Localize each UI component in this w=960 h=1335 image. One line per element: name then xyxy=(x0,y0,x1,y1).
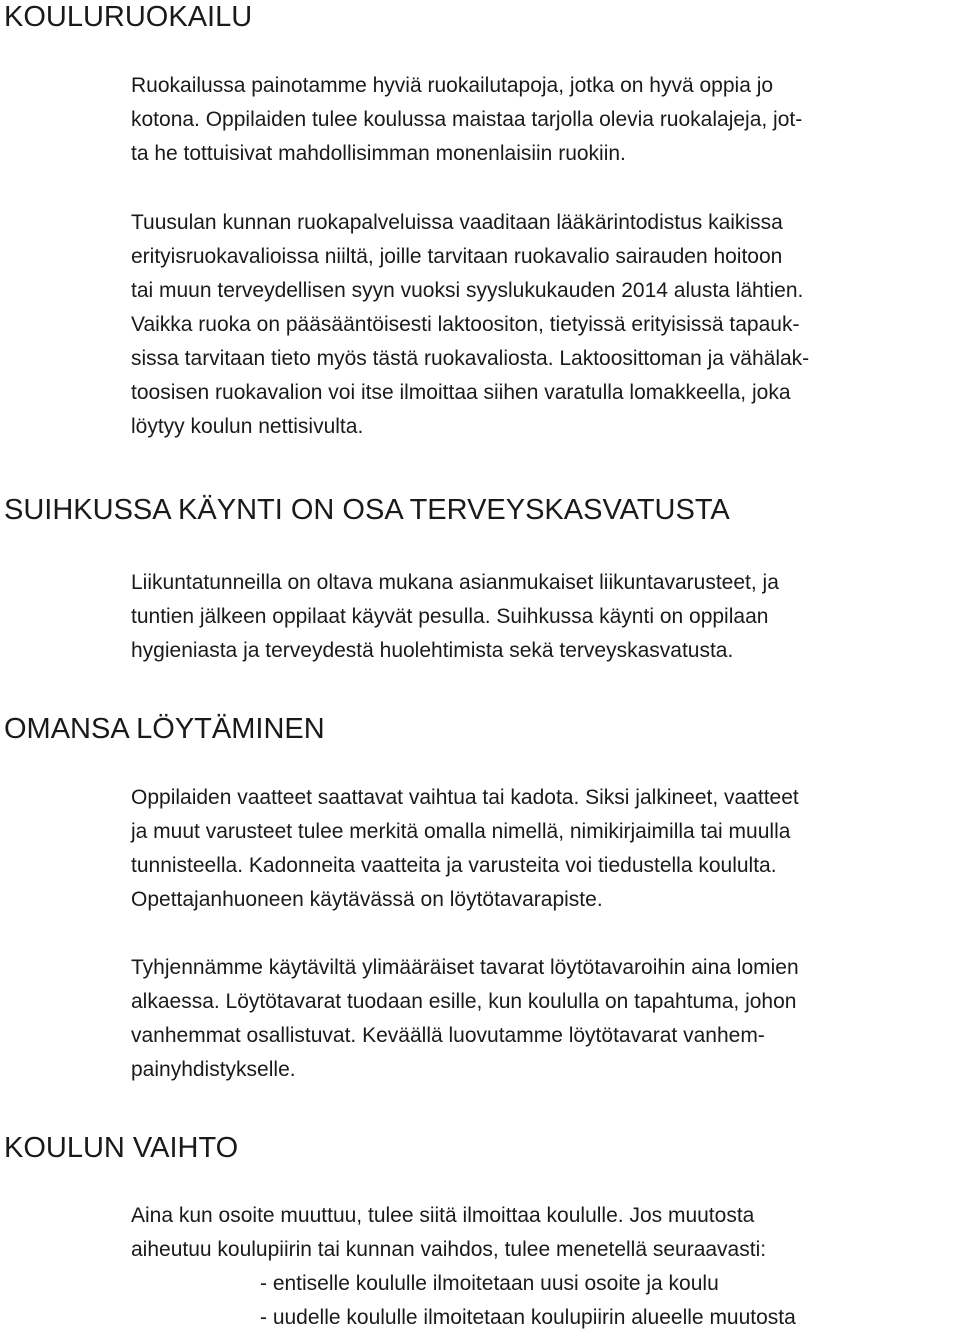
section-heading-omansa-loytaminen: OMANSA LÖYTÄMINEN xyxy=(4,713,325,745)
text-line: tuntien jälkeen oppilaat käyvät pesulla. Suihkussa käynti on oppilaan xyxy=(131,605,769,628)
text-line: Aina kun osoite muuttuu, tulee siitä ilmoittaa koululle. Jos muutosta xyxy=(131,1204,755,1227)
list-item: - uudelle koululle ilmoitetaan koulupiirin alueelle muutosta xyxy=(260,1306,796,1329)
text-line: erityisruokavalioissa niiltä, joille tarvitaan ruokavalio sairauden hoitoon xyxy=(131,245,783,268)
text-line: vanhemmat osallistuvat. Keväällä luovutamme löytötavarat vanhem- xyxy=(131,1024,765,1047)
text-line: Oppilaiden vaatteet saattavat vaihtua tai kadota. Siksi jalkineet, vaatteet xyxy=(131,786,799,809)
text-line: ja muut varusteet tulee merkitä omalla nimellä, nimikirjaimilla tai muulla xyxy=(131,820,791,843)
text-line: hygieniasta ja terveydestä huolehtimista sekä terveyskasvatusta. xyxy=(131,639,734,662)
paragraph-kouluruokailu-2 xyxy=(131,206,959,444)
paragraph-omansa-loytaminen-1 xyxy=(131,781,959,917)
section-heading-koulun-vaihto: KOULUN VAIHTO xyxy=(4,1132,239,1164)
text-line: kotona. Oppilaiden tulee koulussa maistaa tarjolla olevia ruokalajeja, jot- xyxy=(131,108,803,131)
text-line: tunnisteella. Kadonneita vaatteita ja varusteita voi tiedustella koululta. xyxy=(131,854,777,877)
text-line: Ruokailussa painotamme hyviä ruokailutapoja, jotka on hyvä oppia jo xyxy=(131,74,774,97)
paragraph-omansa-loytaminen-2 xyxy=(131,951,959,1087)
paragraph-suihkussa-kaynti xyxy=(131,566,959,668)
text-line: Opettajanhuoneen käytävässä on löytötavarapiste. xyxy=(131,888,603,911)
text-line: aiheutuu koulupiirin tai kunnan vaihdos, tulee menetellä seuraavasti: xyxy=(131,1238,767,1261)
section-heading-kouluruokailu: KOULURUOKAILU xyxy=(4,1,253,33)
text-line: löytyy koulun nettisivulta. xyxy=(131,415,364,438)
text-line: Liikuntatunneilla on oltava mukana asianmukaiset liikuntavarusteet, ja xyxy=(131,571,779,594)
list-item: - entiselle koululle ilmoitetaan uusi osoite ja koulu xyxy=(260,1272,719,1295)
text-line: Vaikka ruoka on pääsääntöisesti laktoositon, tietyissä erityisissä tapauk- xyxy=(131,313,800,336)
text-line: sissa tarvitaan tieto myös tästä ruokavaliosta. Laktoosittoman ja vähälak- xyxy=(131,347,810,370)
text-line: ta he tottuisivat mahdollisimman monenlaisiin ruokiin. xyxy=(131,142,626,165)
text-line: toosisen ruokavalion voi itse ilmoittaa siihen varatulla lomakkeella, joka xyxy=(131,381,791,404)
text-line: Tuusulan kunnan ruokapalveluissa vaaditaan lääkärintodistus kaikissa xyxy=(131,211,783,234)
section-heading-suihkussa-kaynti: SUIHKUSSA KÄYNTI ON OSA TERVEYSKASVATUSTA xyxy=(4,494,730,526)
paragraph-kouluruokailu-1 xyxy=(131,69,959,171)
text-line: tai muun terveydellisen syyn vuoksi syyslukukauden 2014 alusta lähtien. xyxy=(131,279,804,302)
paragraph-koulun-vaihto xyxy=(131,1199,959,1335)
text-line: painyhdistykselle. xyxy=(131,1058,296,1081)
text-line: alkaessa. Löytötavarat tuodaan esille, kun koululla on tapahtuma, johon xyxy=(131,990,797,1013)
text-line: Tyhjennämme käytäviltä ylimääräiset tavarat löytötavaroihin aina lomien xyxy=(131,956,799,979)
